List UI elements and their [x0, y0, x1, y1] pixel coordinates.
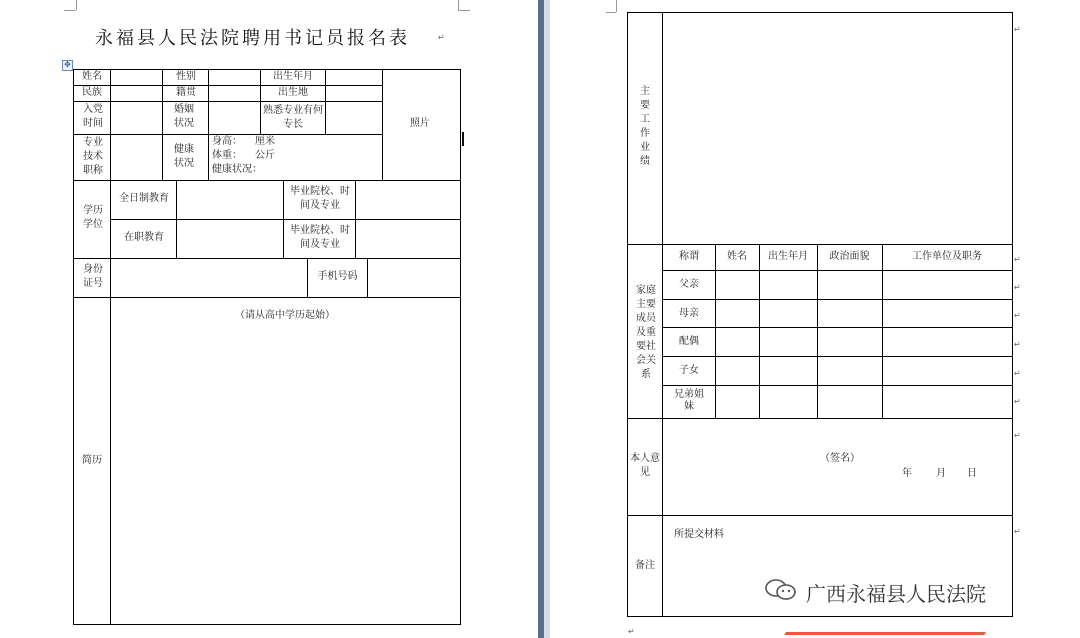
- label-achievements-text: 主要工作业绩: [640, 86, 650, 167]
- table-rule: [283, 180, 284, 258]
- family-row-father: 父亲: [679, 279, 699, 290]
- table-rule: [176, 180, 177, 258]
- date-month: 月: [936, 468, 946, 479]
- watermark-label: 广西永福县人民法院: [806, 582, 986, 606]
- table-rule: [882, 244, 883, 419]
- label-id-no: [80, 263, 106, 291]
- label-height: 身高：: [212, 136, 242, 147]
- label-title-pro: [80, 136, 106, 178]
- table-border: [627, 616, 1012, 617]
- label-edu-degree: [80, 204, 106, 232]
- signature-label: （签名）: [820, 453, 860, 464]
- paragraph-mark: ↵: [1014, 397, 1021, 406]
- label-height-unit: 厘米: [255, 136, 275, 147]
- wechat-logo-icon: [764, 578, 798, 602]
- label-edu-degree-text: 学历学位: [83, 205, 103, 230]
- paragraph-mark: ↵: [1014, 340, 1021, 349]
- label-skills-text: 熟悉专业有何专长: [263, 105, 323, 130]
- table-rule: [208, 69, 209, 134]
- label-inservice: 在职教育: [124, 232, 164, 243]
- table-rule: [627, 418, 1012, 419]
- table-rule: [260, 69, 261, 134]
- page-corner-mark: [616, 0, 617, 12]
- family-header-politics: 政治面貌: [829, 251, 870, 262]
- table-border: [627, 12, 1012, 13]
- paragraph-mark: ↵: [628, 627, 635, 636]
- family-row-mother: 母亲: [679, 308, 699, 319]
- table-border: [73, 624, 460, 625]
- table-rule: [73, 134, 382, 135]
- table-rule: [627, 515, 1012, 516]
- page-corner-mark: [64, 0, 76, 11]
- paragraph-mark: ↵: [438, 33, 445, 42]
- label-marital: [171, 103, 197, 131]
- text-cursor: [462, 132, 464, 146]
- paragraph-mark: ↵: [1014, 369, 1021, 378]
- label-name: 姓名: [82, 71, 102, 82]
- paragraph-mark: ↵: [1014, 25, 1021, 34]
- page-corner-mark: [606, 12, 616, 13]
- table-border: [627, 12, 628, 617]
- table-rule: [73, 258, 460, 259]
- page-corner-mark: [76, 0, 77, 10]
- label-photo: 照片: [410, 118, 430, 129]
- table-rule: [715, 244, 716, 419]
- label-id-no-text: 身份证号: [83, 264, 103, 289]
- label-title-pro-text: 专业技术职称: [83, 137, 103, 176]
- label-resume: 简历: [82, 455, 102, 466]
- paragraph-mark: ↵: [1014, 255, 1021, 264]
- page-corner-mark: [458, 0, 459, 10]
- label-party-time-text: 入党时间: [83, 104, 103, 129]
- page-corner-mark: [458, 10, 470, 11]
- table-rule: [73, 85, 382, 86]
- table-rule: [817, 244, 818, 419]
- label-weight-unit: 公斤: [255, 150, 275, 161]
- label-marital-text: 婚姻状况: [174, 104, 194, 129]
- table-rule: [662, 12, 663, 617]
- table-rule: [627, 244, 1012, 245]
- table-border: [73, 69, 460, 70]
- table-rule: [355, 180, 356, 258]
- table-border: [460, 69, 461, 625]
- paragraph-mark: ↵: [1014, 527, 1021, 536]
- label-achievements: [638, 85, 652, 169]
- family-row-siblings: [670, 389, 708, 413]
- label-mobile: 手机号码: [317, 271, 358, 282]
- label-school-major-2: [286, 224, 354, 252]
- paragraph-mark: ↵: [1014, 311, 1021, 320]
- table-rule: [325, 69, 326, 134]
- table-rule: [759, 244, 760, 419]
- label-fulltime: 全日制教育: [119, 193, 169, 204]
- label-party-time: [80, 103, 106, 131]
- materials-label: 所提交材料: [674, 529, 724, 540]
- label-school-major-1: [286, 185, 354, 213]
- label-weight: 体重：: [212, 150, 242, 161]
- table-move-handle-icon[interactable]: ✥: [62, 60, 73, 71]
- right-document-page: [550, 0, 1080, 638]
- family-header-work: 工作单位及职务: [912, 251, 982, 262]
- family-row-children: 子女: [679, 365, 699, 376]
- family-row-spouse: 配偶: [679, 336, 699, 347]
- label-opinion-text: 本人意见: [630, 453, 660, 478]
- family-header-birth: 出生年月: [768, 251, 808, 262]
- table-rule: [73, 180, 460, 181]
- label-health: [172, 143, 196, 171]
- table-rule: [110, 69, 111, 625]
- label-birth: 出生年月: [273, 71, 313, 82]
- table-rule: [110, 219, 460, 220]
- label-school-major-2-text: 毕业院校、时间及专业: [290, 225, 350, 250]
- table-rule: [307, 258, 308, 297]
- paragraph-mark: ↵: [1014, 283, 1021, 292]
- date-day: 日: [967, 468, 977, 479]
- label-health-text: 健康状况: [174, 144, 194, 169]
- table-rule: [367, 258, 368, 297]
- label-opinion: [630, 452, 660, 480]
- watermark-text: [806, 578, 986, 607]
- table-rule: [73, 297, 460, 298]
- table-rule: [162, 69, 163, 180]
- label-ethnic: 民族: [82, 87, 102, 98]
- table-border: [1012, 12, 1013, 617]
- family-header-name: 姓名: [727, 251, 747, 262]
- table-rule: [208, 134, 209, 180]
- label-family-text: 家庭主要成员及重要社会关系: [636, 285, 656, 380]
- label-remarks: 备注: [635, 560, 655, 571]
- label-gender: 性别: [176, 71, 196, 82]
- table-border: [73, 69, 74, 625]
- resume-hint: （请从高中学历起始）: [235, 310, 335, 321]
- family-row-siblings-text: 兄弟姐妹: [674, 389, 704, 412]
- paragraph-mark: ↵: [1014, 431, 1021, 440]
- family-header-relation: 称谓: [679, 251, 699, 262]
- label-birthplace: 出生地: [278, 87, 308, 98]
- date-year: 年: [902, 468, 912, 479]
- label-health-status: 健康状况：: [212, 164, 262, 175]
- table-rule: [73, 101, 382, 102]
- decorative-red-stroke: [784, 632, 986, 635]
- form-title: 永福县人民法院聘用书记员报名表: [95, 28, 410, 49]
- label-skills: [262, 104, 324, 132]
- table-rule: [382, 69, 383, 180]
- label-family: [634, 284, 658, 382]
- label-school-major-1-text: 毕业院校、时间及专业: [290, 186, 350, 211]
- label-native: 籍贯: [176, 87, 196, 98]
- left-document-page: [0, 0, 538, 638]
